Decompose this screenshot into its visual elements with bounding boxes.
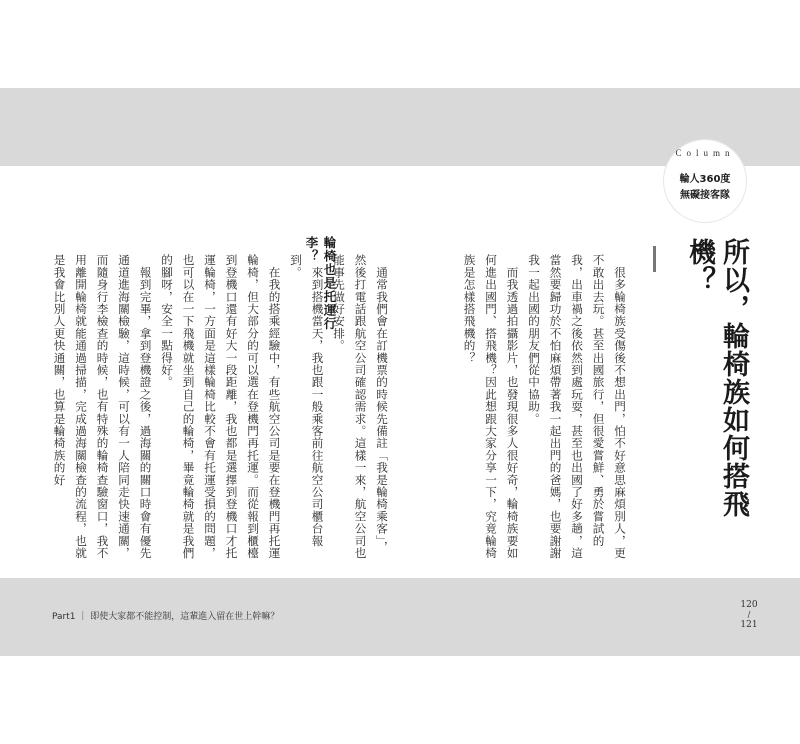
paragraph: 通常我們會在訂機票的時候先備註「我是輪椅乘客」，然後打電話跟航空公司確認需求。這樣一來，航空公司也能事先做好安排。 [332, 254, 389, 559]
right-page-body [458, 254, 630, 564]
page-number-left: 120 [740, 600, 758, 610]
paragraph: 來到搭機當天，我也跟一般乘客前往航空公司櫃台報到。 [289, 254, 325, 547]
page-number-right: 121 [740, 620, 758, 630]
section-subheading: 輪椅也是托運行李？ [304, 236, 337, 331]
badge-line-2: 無礙接客隊 [680, 190, 730, 201]
chapter-footer: Part1 ｜ 即使大家都不能控制，這輩進入留在世上幹嘛？ [52, 612, 280, 622]
page-number-divider: / [747, 610, 751, 619]
badge-line-1: 輪人360度 [679, 174, 731, 185]
title-accent-bar [653, 246, 656, 272]
column-badge [664, 140, 746, 222]
paragraph: 而我透過拍攝影片，也發現很多人很好奇，輪椅族要如何進出國門、搭飛機？因此想跟大家分享一下，究竟輪椅族是怎樣搭飛機的？ [462, 254, 520, 559]
page-numbers [736, 600, 762, 630]
paragraph: 很多輪椅族受傷後不想出門，怕不好意思麻煩別人，更不敢出去玩。甚至出國旅行，但很愛嘗鮮、勇於嘗試的我，出車禍之後依然到處玩耍，甚至也出國了好多趟，這當然要歸功於不怕麻煩帶著我一起出門的爸媽，也要謝謝我一起出國的朋友們從中協助。 [527, 254, 627, 559]
column-label: Column [675, 148, 735, 158]
paragraph: 報到完畢，拿到登機證之後，過海關的關口時會有優先通道進海關檢驗，這時候，可以有一人陪同走快速通關，而隨身行李檢查的時候，也有特殊的輪椅查驗窗口，我不用離開輪椅就能通過掃描，完成過海關檢查的流程，也就是我會比別人更快通關，也算是輪椅族的好 [52, 254, 153, 559]
paragraph: 在我的搭乘經驗中，有些航空公司是要在登機門再托運輪椅，但大部分的可以選在登機門再托運。而從報到櫃檯到登機口還有好大一段距離，我也都是選擇到登機口才托運輪椅，一方面是這樣輪椅比較不會有托運受損的問題，也可以在一下飛機就坐到自己的輪椅，畢竟輪椅就是我們的腳呀，安全一點得好。 [160, 254, 282, 559]
page-title: 所以，輪椅族如何搭飛機？ [684, 238, 749, 518]
left-page-body [48, 254, 392, 564]
